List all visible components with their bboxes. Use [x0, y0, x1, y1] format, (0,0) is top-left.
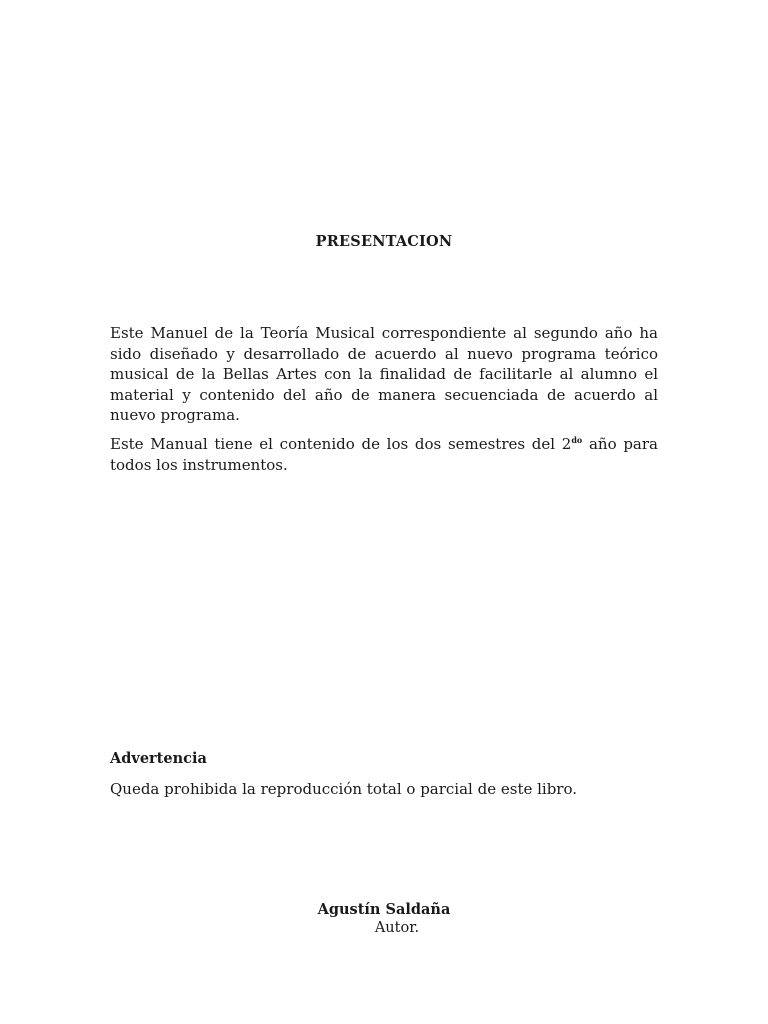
paragraph-content	[110, 434, 658, 475]
ordinal-superscript: do	[571, 435, 583, 445]
paragraph-content-after: año para todos los instrumentos.	[110, 435, 658, 474]
page-title: PRESENTACION	[315, 233, 453, 250]
paragraph-intro: Este Manuel de la Teoría Musical correspondiente al segundo año ha sido diseñado y desarrollado de acuerdo al nuevo programa teórico musical de la Bellas Artes con la finalidad de facilitarle al alumno el material y contenido del año de manera secuenciada de acuerdo al nuevo programa.	[110, 324, 658, 424]
author-role: Autor.	[374, 920, 420, 936]
signature-block	[0, 900, 768, 938]
warning-heading: Advertencia	[110, 750, 207, 767]
author-name: Agustín Saldaña	[317, 901, 451, 918]
paragraph-content-before: Este Manual tiene el contenido de los dos semestres del 2	[110, 435, 572, 453]
warning-text: Queda prohibida la reproducción total o parcial de este libro.	[110, 780, 578, 798]
